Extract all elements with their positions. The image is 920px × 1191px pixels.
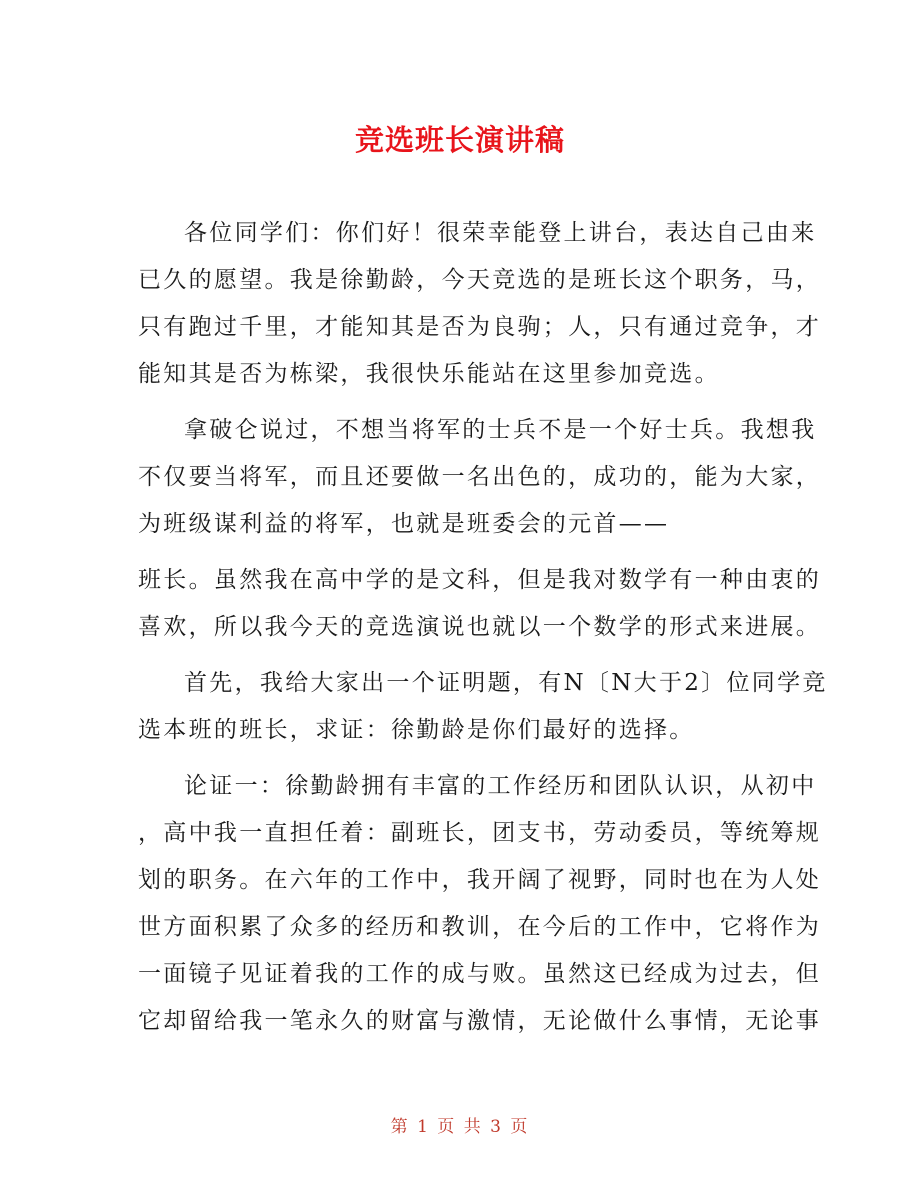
document-title: 竞选班长演讲稿 <box>354 123 565 157</box>
text-line: 班长。虽然我在高中学的是文科，但是我对数学有一种由衷的 <box>138 567 822 593</box>
text-line: 首先，我给大家出一个证明题，有N〔N大于2〕位同学竞 <box>184 670 828 696</box>
text-line: 喜欢，所以我今天的竞选演说也就以一个数学的形式来进展。 <box>138 614 822 640</box>
text-line: 一面镜子见证着我的工作的成与败。虽然这已经成为过去，但 <box>138 961 822 987</box>
text-line: 为班级谋利益的将军，也就是班委会的元首—— <box>138 511 670 537</box>
text-line: 已久的愿望。我是徐勤龄，今天竞选的是班长这个职务，马， <box>138 267 822 293</box>
text-line: 论证一：徐勤龄拥有丰富的工作经历和团队认识，从初中 <box>184 773 817 799</box>
text-line: 选本班的班长，求证：徐勤龄是你们最好的选择。 <box>138 717 695 743</box>
text-line: 不仅要当将军，而且还要做一名出色的，成功的，能为大家， <box>138 464 822 490</box>
text-line: 划的职务。在六年的工作中，我开阔了视野，同时也在为人处 <box>138 867 822 893</box>
text-line: 只有跑过千里，才能知其是否为良驹；人，只有通过竞争，才 <box>138 314 822 340</box>
text-line: 它却留给我一笔永久的财富与激情，无论做什么事情，无论事 <box>138 1008 822 1034</box>
text-line: 世方面积累了众多的经历和教训，在今后的工作中，它将作为 <box>138 914 822 940</box>
document-body <box>138 210 828 1045</box>
text-line: 各位同学们：你们好！很荣幸能登上讲台，表达自己由来 <box>184 220 817 246</box>
page-number-footer: 第 1 页 共 3 页 <box>390 1117 530 1137</box>
text-line: 能知其是否为栋梁，我很快乐能站在这里参加竞选。 <box>138 361 720 387</box>
text-line: ，高中我一直担任着：副班长，团支书，劳动委员，等统筹规 <box>138 820 822 846</box>
text-line: 拿破仑说过，不想当将军的士兵不是一个好士兵。我想我 <box>184 417 817 443</box>
